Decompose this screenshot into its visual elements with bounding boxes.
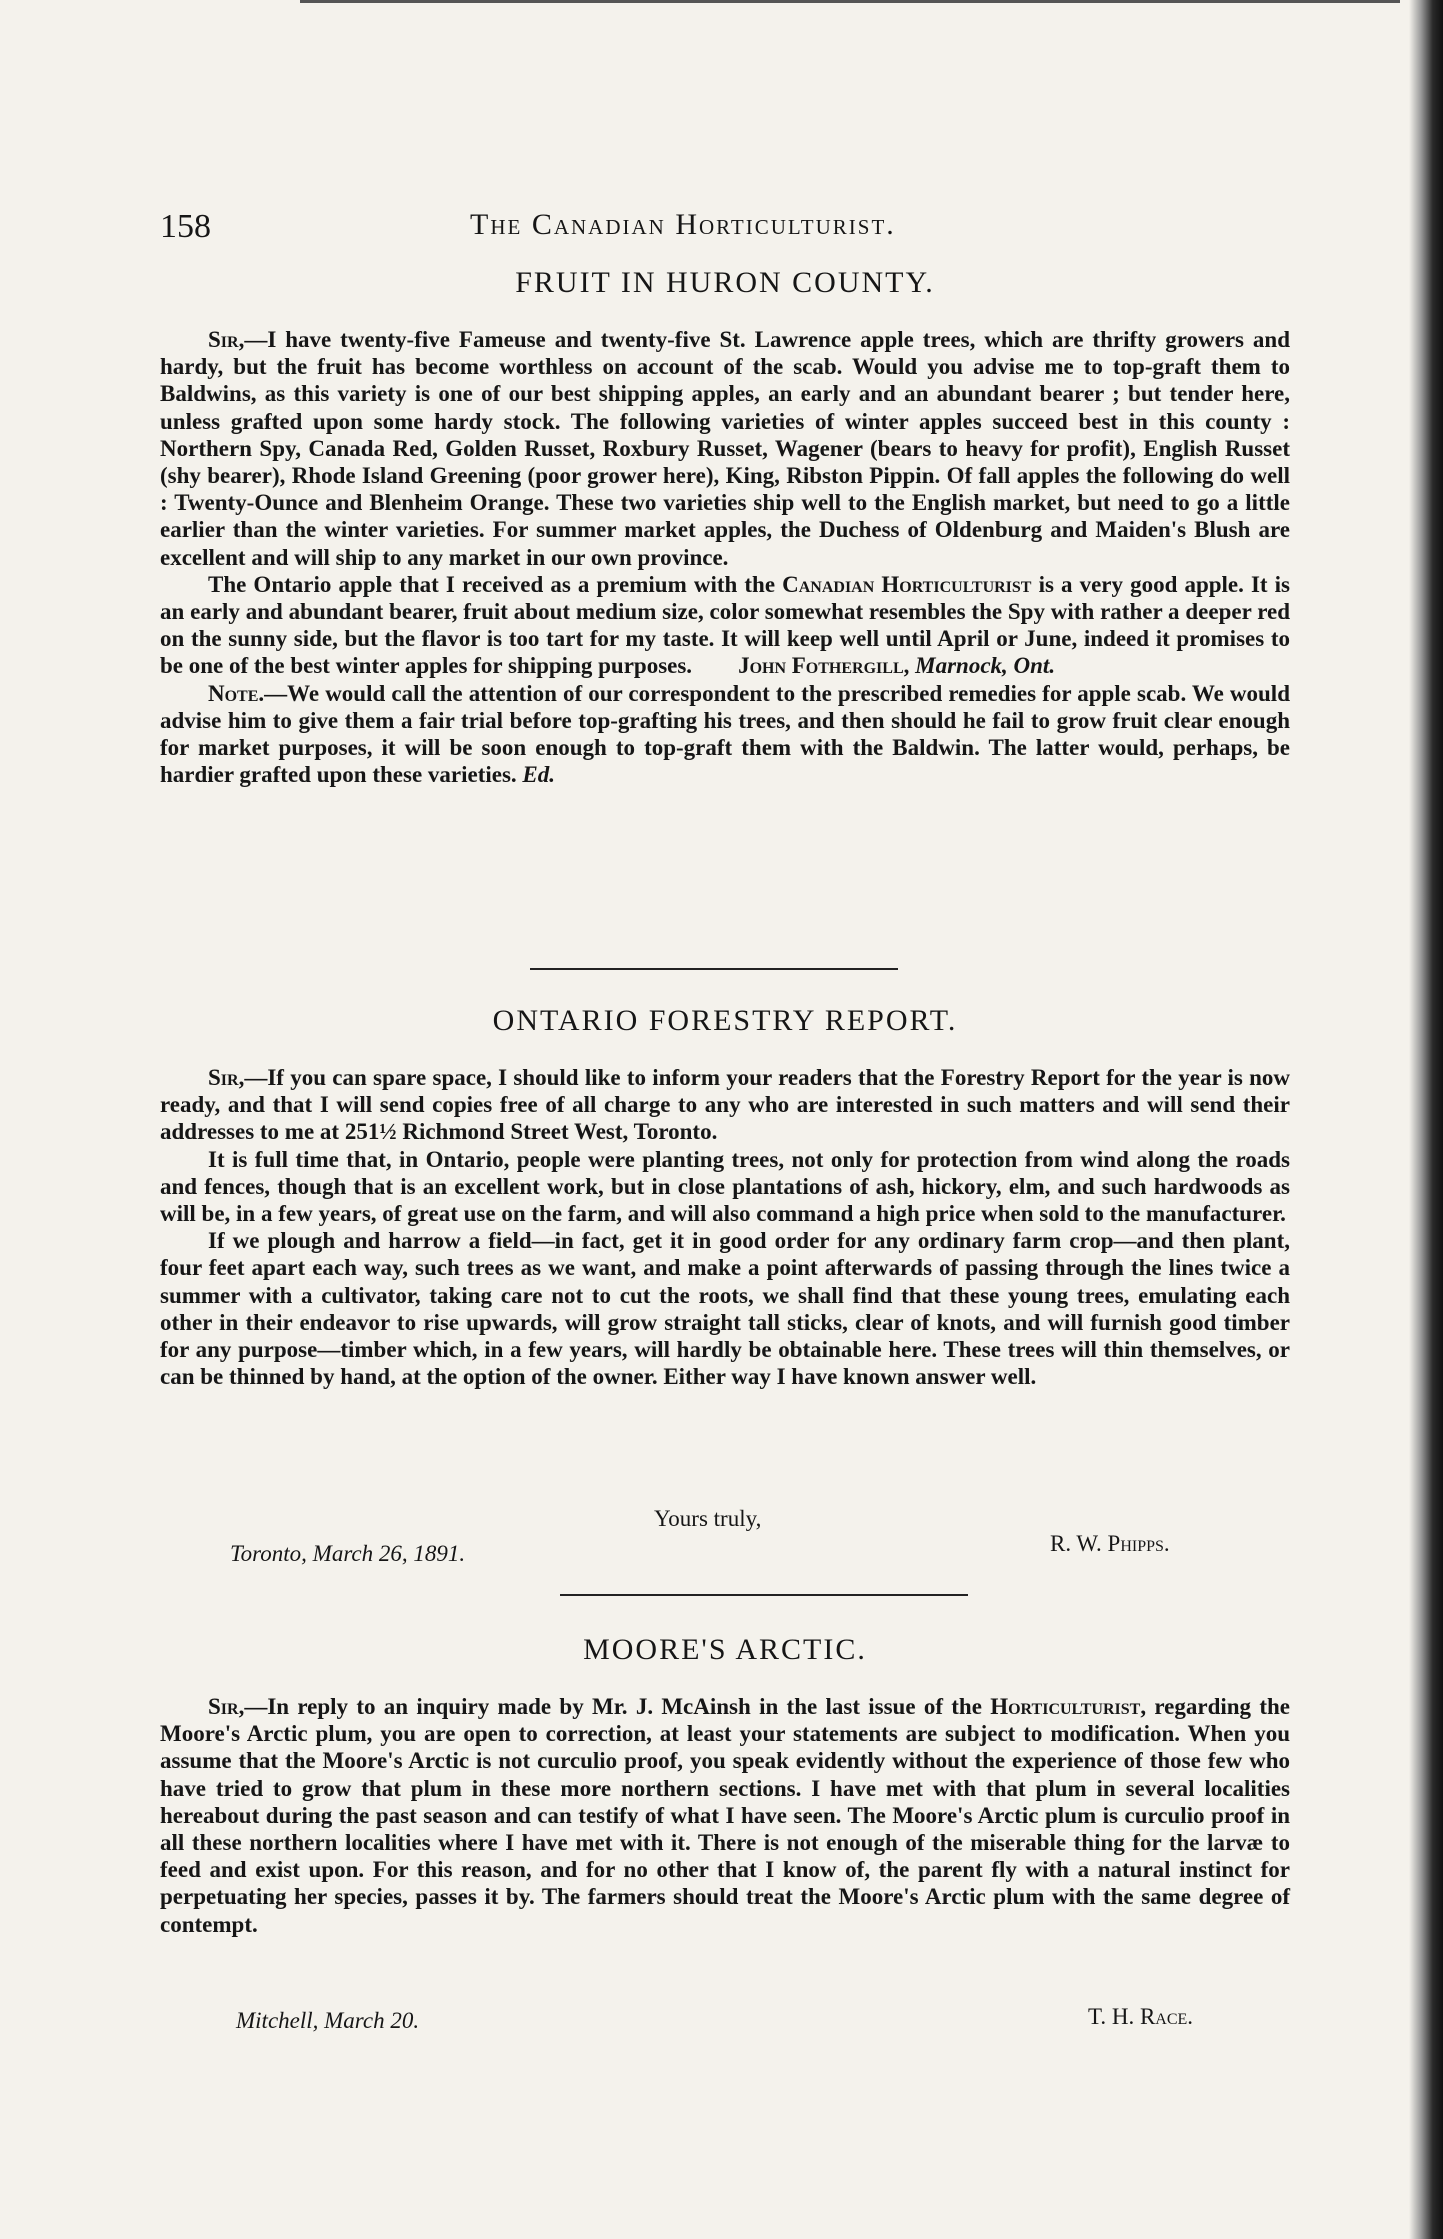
section-divider	[560, 1594, 968, 1596]
page-spine-shadow	[1409, 0, 1443, 2239]
article-paragraph: It is full time that, in Ontario, people were planting trees, not only for protection from wind along the roads and fences, though that is an excellent work, but in close plantations of ash, hickory, elm, and such hardwoods as will be, in a few years, of great use on the farm, and will also command a high price when sold to the manufacturer.	[160, 1146, 1290, 1227]
article-ontario-forestry-report	[160, 1004, 1290, 1390]
editor-mark: Ed.	[522, 762, 556, 788]
article-paragraph: Sir,—In reply to an inquiry made by Mr. J. McAinsh in the last issue of the Horticulturist, regarding the Moore's Arctic plum, you are open to correction, at least your statements are subject to modification. When you assume that the Moore's Arctic is not curculio proof, you speak evidently without the experience of those few who have tried to grow that plum in these more northern sections. I have met with that plum in several localities hereabout during the past season and can testify of what I have seen. The Moore's Arctic plum is curculio proof in all these northern localities where I have met with it. There is not enough of the miserable thing for the larvæ to feed and exist upon. For this reason, and for no other that I know of, the parent fly with a natural instinct for perpetuating her species, passes it by. The farmers should treat the Moore's Arctic plum with the same degree of contempt.	[160, 1694, 1290, 1937]
article-fruit-in-huron-county	[160, 266, 1290, 788]
salutation: Sir,	[208, 327, 245, 352]
dateline: Toronto, March 26, 1891.	[230, 1541, 466, 1566]
note-label: Note.	[208, 680, 265, 706]
salutation: Sir,	[208, 1065, 245, 1090]
article-paragraph: If we plough and harrow a field—in fact, get it in good order for any ordinary farm crop—and then plant, four feet apart each way, such trees as we want, and make a point afterwards of passing through the lines twice a summer with a cultivator, taking care not to cut the roots, we shall find that these young trees, emulating each other in their endeavor to rise upwards, will grow straight tall sticks, clear of knots, and will furnish good timber for any purpose—timber which, in a few years, will hardly be obtainable here. These trees will thin themselves, or can be thinned by hand, at the option of the owner. Either way I have known answer well.	[160, 1228, 1290, 1390]
author-signature: R. W. Phipps.	[1050, 1531, 1170, 1556]
running-head: The Canadian Horticulturist.	[470, 208, 896, 241]
magazine-name: Horticulturist	[990, 1694, 1141, 1719]
top-edge-rule	[300, 0, 1400, 3]
article-paragraph: The Ontario apple that I received as a premium with the Canadian Horticulturist is a very good apple. It is an early and abundant bearer, fruit about medium size, color somewhat resembles the Spy with rather a deeper red on the sunny side, but the flavor is too tart for my taste. It will keep well until April or June, indeed it promises to be one of the best winter apples for shipping purposes. John Fothergill, Marnock, Ont.	[160, 571, 1291, 679]
author-signature: T. H. Race.	[1088, 2004, 1194, 2029]
salutation: Sir,	[208, 1694, 245, 1719]
article-paragraph: Sir,—I have twenty-five Fameuse and twenty-five St. Lawrence apple trees, which are thrifty growers and hardy, but the fruit has become worthless on account of the scab. Would you advise me to top-graft them to Baldwins, as this variety is one of our best shipping apples, an early and an abundant bearer ; but tender here, unless grafted upon some hardy stock. The following varieties of winter apples succeed best in this county : Northern Spy, Canada Red, Golden Russet, Roxbury Russet, Wagener (bears to heavy for profit), English Russet (shy bearer), Rhode Island Greening (poor grower here), King, Ribston Pippin. Of fall apples the following do well : Twenty-Ounce and Blenheim Orange. These two varieties ship well to the English market, but need to go a little earlier than the winter varieties. For summer market apples, the Duchess of Oldenburg and Maiden's Blush are excellent and will ship to any market in our own province.	[160, 327, 1290, 570]
closing-phrase: Yours truly,	[654, 1506, 762, 1531]
page-number: 158	[160, 208, 211, 245]
article-title: ONTARIO FORESTRY REPORT.	[492, 1004, 958, 1037]
article-title: MOORE'S ARCTIC.	[583, 1633, 867, 1666]
section-divider	[530, 968, 898, 970]
author-signature: John Fothergill,	[738, 653, 910, 679]
article-paragraph: Sir,—If you can spare space, I should like to inform your readers that the Forestry Report for the year is now ready, and that I will send copies free of all charge to any who are interested in such matters and will send their addresses to me at 251½ Richmond Street West, Toronto.	[160, 1065, 1290, 1145]
editor-note: Note.—We would call the attention of our correspondent to the prescribed remedies for apple scab. We would advise him to give them a fair trial before top-grafting his trees, and then should he fail to grow fruit clear enough for market purposes, it will be soon enough to top-graft them with the Baldwin. The latter would, perhaps, be hardier grafted upon these varieties. Ed.	[160, 680, 1290, 788]
author-location: Marnock, Ont.	[915, 653, 1056, 679]
article-moores-arctic	[160, 1633, 1290, 1938]
article-title: FRUIT IN HURON COUNTY.	[515, 266, 935, 299]
dateline: Mitchell, March 20.	[236, 2008, 420, 2033]
page-header	[160, 200, 1310, 250]
magazine-name: Canadian Horticulturist	[782, 571, 1032, 597]
